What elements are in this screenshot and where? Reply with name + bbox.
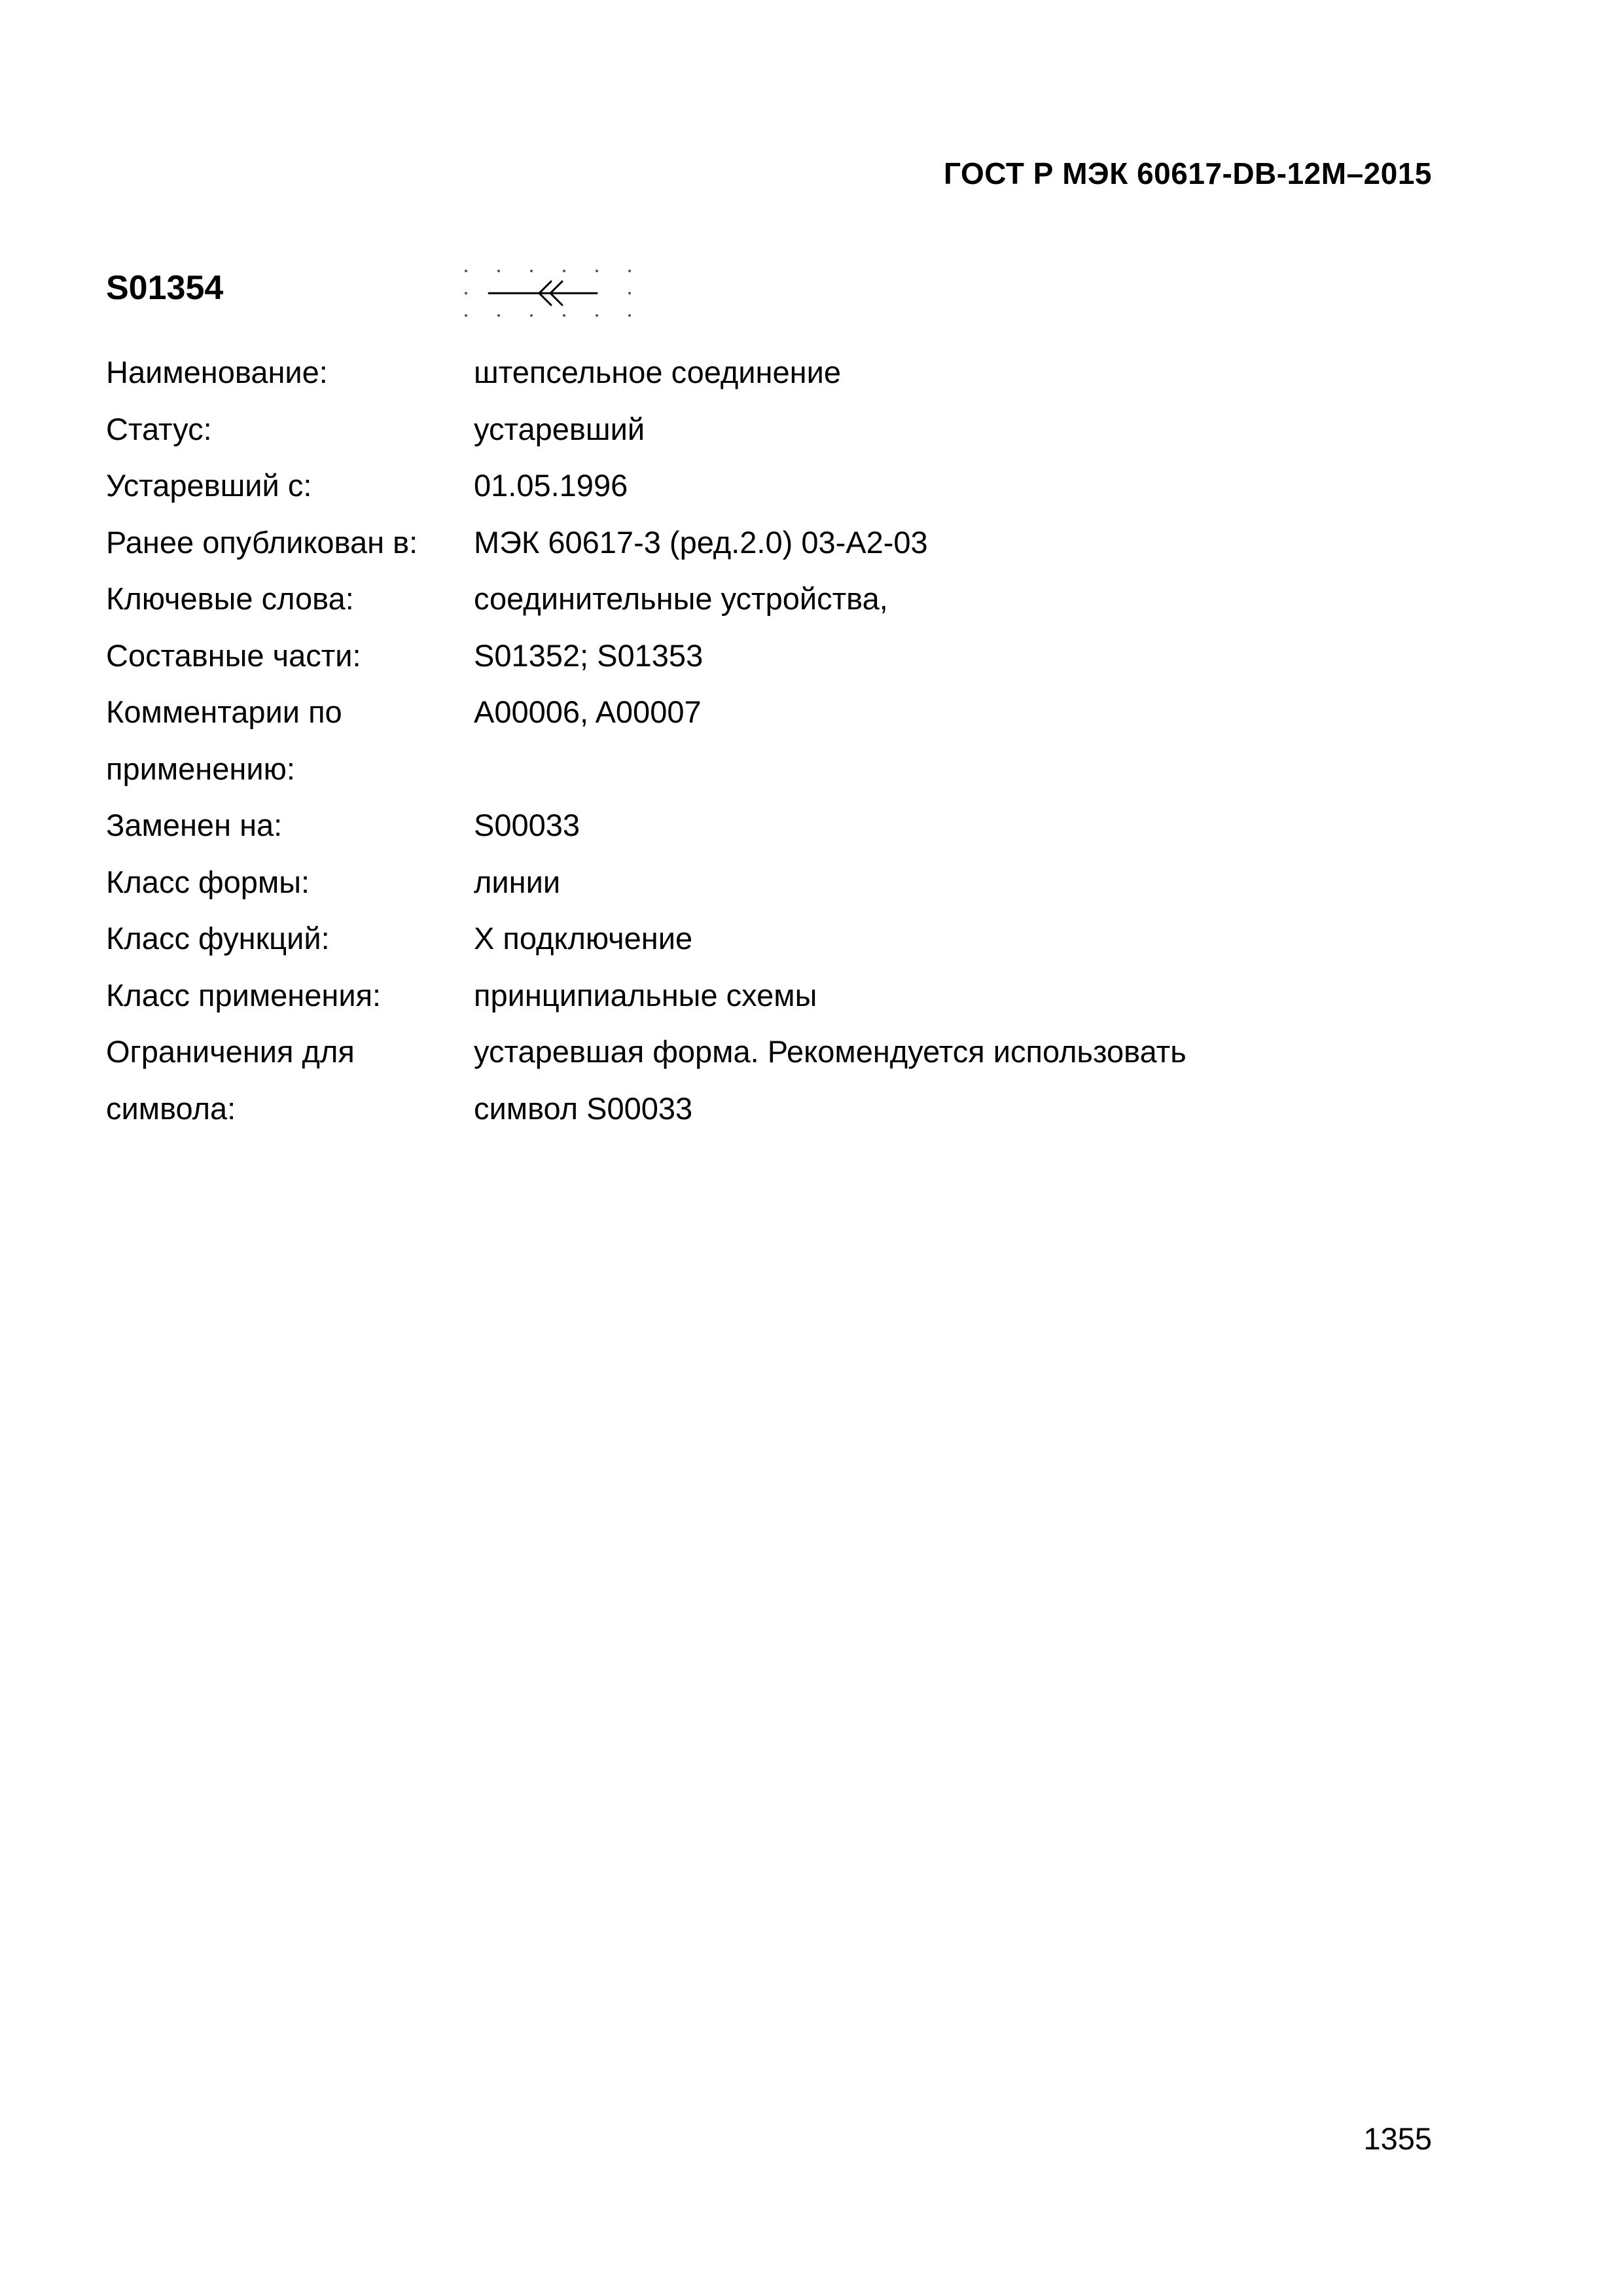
- property-row: [106, 1024, 1428, 1081]
- property-row: [106, 457, 1428, 514]
- property-label: Класс применения:: [106, 977, 382, 1013]
- property-value: 01.05.1996: [474, 468, 628, 503]
- property-label: Ранее опубликован в:: [106, 524, 418, 560]
- property-value: X подключение: [474, 921, 693, 956]
- property-value: МЭК 60617-3 (ред.2.0) 03-A2-03: [474, 524, 928, 560]
- property-label: Класс функций:: [106, 921, 330, 956]
- property-row: [106, 344, 1428, 401]
- property-row: [106, 401, 1428, 458]
- property-row: [106, 571, 1428, 628]
- connector-line-icon: [489, 281, 597, 305]
- property-value: [474, 741, 1428, 798]
- property-label: Ключевые слова:: [106, 581, 354, 616]
- property-value: штепсельное соединение: [474, 355, 841, 389]
- property-value: A00006, A00007: [474, 694, 702, 729]
- property-label: Статус:: [106, 411, 212, 446]
- property-row: [106, 797, 1428, 854]
- property-row: [106, 684, 1428, 741]
- property-row: [106, 967, 1428, 1024]
- property-value: соединительные устройства,: [474, 581, 888, 616]
- property-label: Ограничения для: [106, 1034, 355, 1069]
- property-row: [106, 741, 1428, 798]
- property-value: S00033: [474, 808, 580, 842]
- document-standard-header: ГОСТ Р МЭК 60617-DB-12M–2015: [944, 156, 1432, 190]
- property-label: Составные части:: [106, 637, 361, 673]
- property-row: [106, 514, 1428, 571]
- property-label: символа:: [106, 1090, 236, 1126]
- property-label: применению:: [106, 751, 295, 786]
- property-row: [106, 1081, 1428, 1138]
- property-row: [106, 854, 1428, 911]
- page-number: 1355: [1363, 2121, 1432, 2156]
- property-value: S01352; S01353: [474, 637, 704, 673]
- property-row: [106, 628, 1428, 685]
- property-value: линии: [474, 864, 561, 899]
- property-label: Наименование:: [106, 355, 328, 389]
- property-value: принципиальные схемы: [474, 977, 817, 1013]
- property-row: [106, 910, 1428, 967]
- plug-connector-symbol-icon: [463, 267, 633, 319]
- property-value: устаревший: [474, 411, 645, 446]
- property-label: Устаревший с:: [106, 468, 312, 503]
- property-value: устаревшая форма. Рекомендуется использовать: [474, 1034, 1186, 1069]
- property-label: Класс формы:: [106, 864, 310, 899]
- property-label: Комментарии по: [106, 694, 342, 729]
- property-label: Заменен на:: [106, 808, 283, 842]
- symbol-id: S01354: [106, 269, 224, 307]
- property-value: символ S00033: [474, 1090, 693, 1126]
- symbol-properties: [106, 344, 1428, 1137]
